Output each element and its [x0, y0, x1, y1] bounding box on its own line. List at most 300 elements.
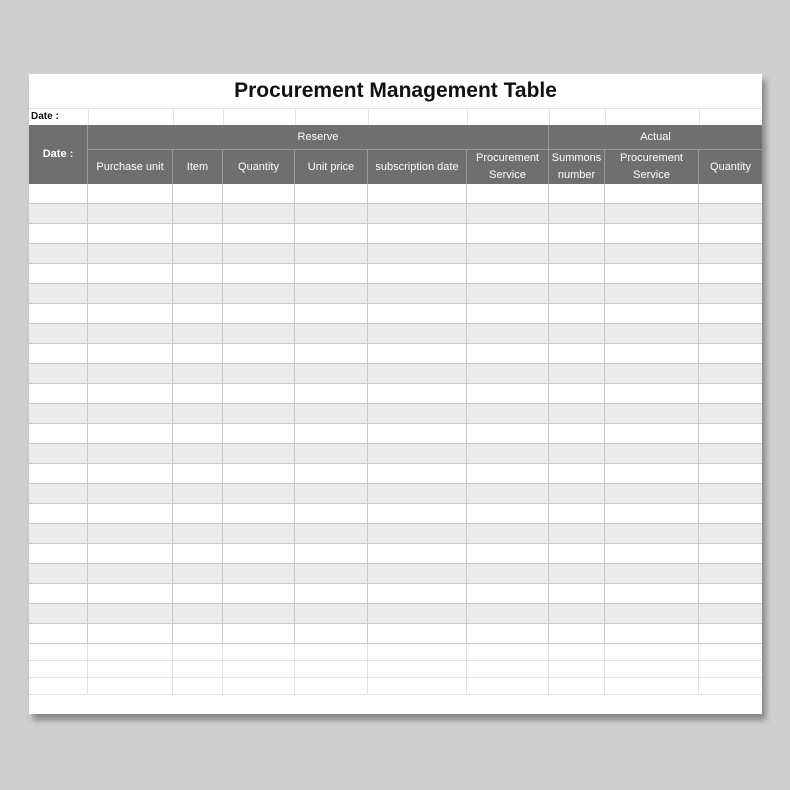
table-cell[interactable] — [173, 644, 223, 660]
table-cell[interactable] — [549, 224, 605, 243]
table-cell[interactable] — [699, 644, 762, 660]
table-cell[interactable] — [223, 204, 295, 223]
table-cell[interactable] — [29, 284, 88, 303]
table-cell[interactable] — [173, 584, 223, 603]
table-cell[interactable] — [467, 344, 549, 363]
table-cell[interactable] — [605, 444, 699, 463]
table-cell[interactable] — [699, 524, 762, 543]
table-cell[interactable] — [467, 604, 549, 623]
date-line-divider — [173, 109, 174, 125]
table-cell[interactable] — [173, 384, 223, 403]
table-cell[interactable] — [29, 184, 88, 203]
table-cell[interactable] — [223, 624, 295, 643]
table-cell[interactable] — [467, 424, 549, 443]
table-cell[interactable] — [295, 384, 368, 403]
table-cell[interactable] — [29, 364, 88, 383]
table-cell[interactable] — [88, 661, 173, 677]
table-cell[interactable] — [368, 404, 467, 423]
table-cell[interactable] — [223, 424, 295, 443]
table-cell[interactable] — [88, 244, 173, 263]
table-cell[interactable] — [605, 344, 699, 363]
table-cell[interactable] — [295, 584, 368, 603]
table-cell[interactable] — [467, 384, 549, 403]
table-cell[interactable] — [368, 244, 467, 263]
table-cell[interactable] — [223, 544, 295, 563]
table-cell[interactable] — [88, 184, 173, 203]
table-cell[interactable] — [605, 184, 699, 203]
table-cell[interactable] — [295, 444, 368, 463]
table-row — [29, 384, 762, 404]
table-row — [29, 304, 762, 324]
table-cell[interactable] — [223, 678, 295, 694]
table-cell[interactable] — [295, 264, 368, 283]
table-cell[interactable] — [549, 661, 605, 677]
table-cell[interactable] — [29, 661, 88, 677]
table-cell[interactable] — [549, 384, 605, 403]
table-cell[interactable] — [699, 661, 762, 677]
table-cell[interactable] — [549, 284, 605, 303]
table-cell[interactable] — [88, 678, 173, 694]
table-row — [29, 484, 762, 504]
table-row — [29, 604, 762, 624]
table-cell[interactable] — [223, 384, 295, 403]
table-cell[interactable] — [295, 204, 368, 223]
table-cell[interactable] — [295, 464, 368, 483]
table-cell[interactable] — [173, 244, 223, 263]
table-cell[interactable] — [605, 264, 699, 283]
table-cell[interactable] — [467, 444, 549, 463]
table-cell[interactable] — [295, 404, 368, 423]
table-cell[interactable] — [467, 204, 549, 223]
table-cell[interactable] — [699, 464, 762, 483]
table-cell[interactable] — [549, 464, 605, 483]
table-cell[interactable] — [699, 564, 762, 583]
table-cell[interactable] — [173, 661, 223, 677]
table-cell[interactable] — [467, 504, 549, 523]
table-row — [29, 624, 762, 644]
table-cell[interactable] — [605, 524, 699, 543]
table-cell[interactable] — [605, 464, 699, 483]
table-row — [29, 424, 762, 444]
table-cell[interactable] — [368, 224, 467, 243]
table-cell[interactable] — [699, 244, 762, 263]
table-cell[interactable] — [173, 678, 223, 694]
table-cell[interactable] — [173, 284, 223, 303]
table-cell[interactable] — [605, 624, 699, 643]
table-cell[interactable] — [88, 604, 173, 623]
table-cell[interactable] — [549, 524, 605, 543]
table-cell[interactable] — [368, 678, 467, 694]
table-cell[interactable] — [295, 424, 368, 443]
table-cell[interactable] — [368, 204, 467, 223]
table-cell[interactable] — [699, 484, 762, 503]
table-cell[interactable] — [549, 678, 605, 694]
table-cell[interactable] — [467, 284, 549, 303]
table-cell[interactable] — [173, 264, 223, 283]
table-cell[interactable] — [368, 304, 467, 323]
table-cell[interactable] — [368, 564, 467, 583]
table-cell[interactable] — [295, 678, 368, 694]
table-cell[interactable] — [467, 564, 549, 583]
table-cell[interactable] — [223, 404, 295, 423]
table-cell[interactable] — [368, 584, 467, 603]
table-cell[interactable] — [549, 624, 605, 643]
table-cell[interactable] — [699, 384, 762, 403]
table-cell[interactable] — [605, 284, 699, 303]
table-cell[interactable] — [173, 344, 223, 363]
table-cell[interactable] — [368, 484, 467, 503]
table-cell[interactable] — [223, 244, 295, 263]
table-cell[interactable] — [605, 661, 699, 677]
table-cell[interactable] — [467, 304, 549, 323]
header-unit-price: Unit price — [295, 150, 368, 184]
table-cell[interactable] — [368, 644, 467, 660]
table-cell[interactable] — [173, 624, 223, 643]
table-cell[interactable] — [605, 584, 699, 603]
table-row — [29, 678, 762, 695]
table-row — [29, 264, 762, 284]
table-cell[interactable] — [368, 184, 467, 203]
table-cell[interactable] — [173, 564, 223, 583]
table-row — [29, 504, 762, 524]
table-cell[interactable] — [549, 404, 605, 423]
table-cell[interactable] — [88, 464, 173, 483]
table-cell[interactable] — [467, 661, 549, 677]
table-cell[interactable] — [29, 524, 88, 543]
table-cell[interactable] — [223, 344, 295, 363]
table-cell[interactable] — [605, 324, 699, 343]
table-cell[interactable] — [368, 504, 467, 523]
table-cell[interactable] — [699, 604, 762, 623]
table-cell[interactable] — [549, 204, 605, 223]
table-row — [29, 184, 762, 204]
table-cell[interactable] — [549, 584, 605, 603]
table-cell[interactable] — [605, 224, 699, 243]
table-cell[interactable] — [368, 264, 467, 283]
table-cell[interactable] — [88, 484, 173, 503]
table-cell[interactable] — [467, 584, 549, 603]
header-procurement-service: Procurement Service — [467, 150, 549, 184]
table-cell[interactable] — [295, 544, 368, 563]
table-cell[interactable] — [699, 204, 762, 223]
table-cell[interactable] — [467, 524, 549, 543]
table-cell[interactable] — [173, 204, 223, 223]
table-cell[interactable] — [549, 364, 605, 383]
table-row — [29, 444, 762, 464]
table-cell[interactable] — [88, 524, 173, 543]
table-cell[interactable] — [223, 264, 295, 283]
table-row — [29, 584, 762, 604]
table-cell[interactable] — [467, 624, 549, 643]
table-cell[interactable] — [295, 224, 368, 243]
table-cell[interactable] — [29, 564, 88, 583]
table-cell[interactable] — [368, 364, 467, 383]
table-cell[interactable] — [29, 544, 88, 563]
table-cell[interactable] — [467, 364, 549, 383]
date-line — [29, 108, 762, 126]
table-row — [29, 564, 762, 584]
table-cell[interactable] — [549, 444, 605, 463]
table-cell[interactable] — [29, 584, 88, 603]
table-cell[interactable] — [605, 504, 699, 523]
table-cell[interactable] — [605, 564, 699, 583]
table-cell[interactable] — [88, 564, 173, 583]
table-header — [29, 125, 762, 184]
table-cell[interactable] — [549, 324, 605, 343]
table-cell[interactable] — [173, 444, 223, 463]
table-cell[interactable] — [88, 584, 173, 603]
table-cell[interactable] — [699, 404, 762, 423]
table-cell[interactable] — [88, 444, 173, 463]
table-cell[interactable] — [549, 424, 605, 443]
date-line-divider — [605, 109, 606, 125]
table-cell[interactable] — [699, 424, 762, 443]
table-cell[interactable] — [467, 244, 549, 263]
table-body — [29, 184, 762, 695]
table-cell[interactable] — [223, 504, 295, 523]
table-cell[interactable] — [29, 264, 88, 283]
table-cell[interactable] — [88, 384, 173, 403]
table-cell[interactable] — [368, 344, 467, 363]
table-cell[interactable] — [88, 224, 173, 243]
table-cell[interactable] — [699, 344, 762, 363]
table-cell[interactable] — [368, 544, 467, 563]
table-cell[interactable] — [605, 678, 699, 694]
table-cell[interactable] — [295, 244, 368, 263]
table-cell[interactable] — [699, 364, 762, 383]
table-cell[interactable] — [295, 304, 368, 323]
table-cell[interactable] — [549, 184, 605, 203]
table-cell[interactable] — [295, 504, 368, 523]
table-cell[interactable] — [29, 404, 88, 423]
table-cell[interactable] — [467, 224, 549, 243]
table-cell[interactable] — [88, 424, 173, 443]
table-cell[interactable] — [88, 504, 173, 523]
table-cell[interactable] — [467, 464, 549, 483]
table-cell[interactable] — [295, 661, 368, 677]
table-cell[interactable] — [29, 324, 88, 343]
table-cell[interactable] — [467, 678, 549, 694]
date-line-divider — [368, 109, 369, 125]
table-cell[interactable] — [467, 484, 549, 503]
table-cell[interactable] — [223, 284, 295, 303]
table-cell[interactable] — [549, 264, 605, 283]
table-cell[interactable] — [605, 304, 699, 323]
table-cell[interactable] — [88, 624, 173, 643]
table-cell[interactable] — [295, 604, 368, 623]
header-quantity: Quantity — [223, 150, 295, 184]
table-cell[interactable] — [223, 184, 295, 203]
table-cell[interactable] — [223, 364, 295, 383]
date-line-divider — [223, 109, 224, 125]
table-row — [29, 544, 762, 564]
table-cell[interactable] — [173, 464, 223, 483]
procurement-sheet — [29, 74, 762, 714]
sheet-title: Procurement Management Table — [234, 79, 557, 102]
table-cell[interactable] — [88, 344, 173, 363]
table-cell[interactable] — [699, 624, 762, 643]
table-cell[interactable] — [605, 244, 699, 263]
table-cell[interactable] — [173, 304, 223, 323]
table-cell[interactable] — [173, 364, 223, 383]
table-cell[interactable] — [173, 544, 223, 563]
table-cell[interactable] — [605, 404, 699, 423]
table-cell[interactable] — [295, 564, 368, 583]
table-cell[interactable] — [605, 544, 699, 563]
table-cell[interactable] — [368, 284, 467, 303]
table-cell[interactable] — [368, 661, 467, 677]
table-cell[interactable] — [223, 444, 295, 463]
table-cell[interactable] — [173, 504, 223, 523]
table-cell[interactable] — [699, 264, 762, 283]
table-cell[interactable] — [88, 304, 173, 323]
table-cell[interactable] — [295, 284, 368, 303]
table-cell[interactable] — [29, 384, 88, 403]
table-cell[interactable] — [368, 444, 467, 463]
table-cell[interactable] — [605, 484, 699, 503]
table-cell[interactable] — [295, 324, 368, 343]
table-cell[interactable] — [223, 564, 295, 583]
table-cell[interactable] — [699, 324, 762, 343]
table-cell[interactable] — [29, 624, 88, 643]
table-cell[interactable] — [173, 184, 223, 203]
table-cell[interactable] — [549, 564, 605, 583]
table-cell[interactable] — [223, 604, 295, 623]
table-cell[interactable] — [29, 304, 88, 323]
table-cell[interactable] — [549, 644, 605, 660]
table-cell[interactable] — [29, 464, 88, 483]
table-cell[interactable] — [223, 324, 295, 343]
table-row — [29, 244, 762, 264]
table-cell[interactable] — [173, 484, 223, 503]
table-cell[interactable] — [295, 624, 368, 643]
table-row — [29, 644, 762, 661]
table-cell[interactable] — [368, 384, 467, 403]
table-cell[interactable] — [295, 364, 368, 383]
table-cell[interactable] — [605, 644, 699, 660]
date-line-divider — [88, 109, 89, 125]
header-actual-quantity: Quantity — [710, 160, 751, 173]
table-cell[interactable] — [699, 504, 762, 523]
table-cell[interactable] — [699, 184, 762, 203]
table-cell[interactable] — [29, 344, 88, 363]
table-cell[interactable] — [88, 324, 173, 343]
table-cell[interactable] — [549, 504, 605, 523]
table-cell[interactable] — [605, 204, 699, 223]
table-cell[interactable] — [29, 678, 88, 694]
table-cell[interactable] — [605, 384, 699, 403]
table-cell[interactable] — [699, 444, 762, 463]
table-cell[interactable] — [29, 644, 88, 660]
table-cell[interactable] — [549, 344, 605, 363]
table-cell[interactable] — [467, 184, 549, 203]
table-cell[interactable] — [29, 204, 88, 223]
table-cell[interactable] — [467, 324, 549, 343]
table-cell[interactable] — [88, 364, 173, 383]
table-cell[interactable] — [29, 444, 88, 463]
table-cell[interactable] — [699, 678, 762, 694]
table-cell[interactable] — [699, 584, 762, 603]
table-cell[interactable] — [295, 184, 368, 203]
table-cell[interactable] — [173, 404, 223, 423]
table-cell[interactable] — [368, 324, 467, 343]
table-cell[interactable] — [467, 644, 549, 660]
header-date: Date : — [29, 125, 88, 184]
table-cell[interactable] — [295, 484, 368, 503]
table-cell[interactable] — [88, 644, 173, 660]
table-cell[interactable] — [173, 604, 223, 623]
table-cell[interactable] — [467, 544, 549, 563]
table-cell[interactable] — [173, 424, 223, 443]
table-cell[interactable] — [467, 264, 549, 283]
table-cell[interactable] — [699, 544, 762, 563]
table-cell[interactable] — [29, 604, 88, 623]
table-cell[interactable] — [368, 624, 467, 643]
table-cell[interactable] — [29, 504, 88, 523]
table-cell[interactable] — [88, 404, 173, 423]
table-cell[interactable] — [223, 224, 295, 243]
table-cell[interactable] — [699, 284, 762, 303]
header-subscription-date: subscription date — [368, 150, 467, 184]
table-cell[interactable] — [173, 524, 223, 543]
table-cell[interactable] — [29, 224, 88, 243]
table-cell[interactable] — [173, 324, 223, 343]
table-cell[interactable] — [223, 524, 295, 543]
table-cell[interactable] — [605, 424, 699, 443]
table-cell[interactable] — [173, 224, 223, 243]
table-cell[interactable] — [467, 404, 549, 423]
table-cell[interactable] — [549, 304, 605, 323]
header-summons-number: Summons number — [549, 150, 605, 184]
table-cell[interactable] — [549, 604, 605, 623]
table-cell[interactable] — [549, 244, 605, 263]
table-cell[interactable] — [88, 264, 173, 283]
table-cell[interactable] — [29, 424, 88, 443]
table-cell[interactable] — [223, 644, 295, 660]
table-cell[interactable] — [29, 484, 88, 503]
table-cell[interactable] — [223, 584, 295, 603]
table-row — [29, 324, 762, 344]
table-row — [29, 344, 762, 364]
table-cell[interactable] — [368, 464, 467, 483]
table-cell[interactable] — [223, 484, 295, 503]
table-row — [29, 524, 762, 544]
date-line-divider — [467, 109, 468, 125]
table-cell[interactable] — [295, 344, 368, 363]
table-cell[interactable] — [549, 484, 605, 503]
table-cell[interactable] — [699, 304, 762, 323]
table-cell[interactable] — [368, 424, 467, 443]
table-cell[interactable] — [549, 544, 605, 563]
table-cell[interactable] — [699, 224, 762, 243]
table-cell[interactable] — [223, 661, 295, 677]
table-row — [29, 464, 762, 484]
date-line-divider — [295, 109, 296, 125]
table-cell[interactable] — [29, 244, 88, 263]
date-line-divider — [549, 109, 550, 125]
table-cell[interactable] — [368, 604, 467, 623]
table-cell[interactable] — [88, 204, 173, 223]
table-cell[interactable] — [605, 364, 699, 383]
table-cell[interactable] — [605, 604, 699, 623]
table-cell[interactable] — [295, 644, 368, 660]
table-cell[interactable] — [88, 284, 173, 303]
table-cell[interactable] — [223, 304, 295, 323]
table-cell[interactable] — [223, 464, 295, 483]
table-cell[interactable] — [88, 544, 173, 563]
table-cell[interactable] — [368, 524, 467, 543]
table-cell[interactable] — [295, 524, 368, 543]
